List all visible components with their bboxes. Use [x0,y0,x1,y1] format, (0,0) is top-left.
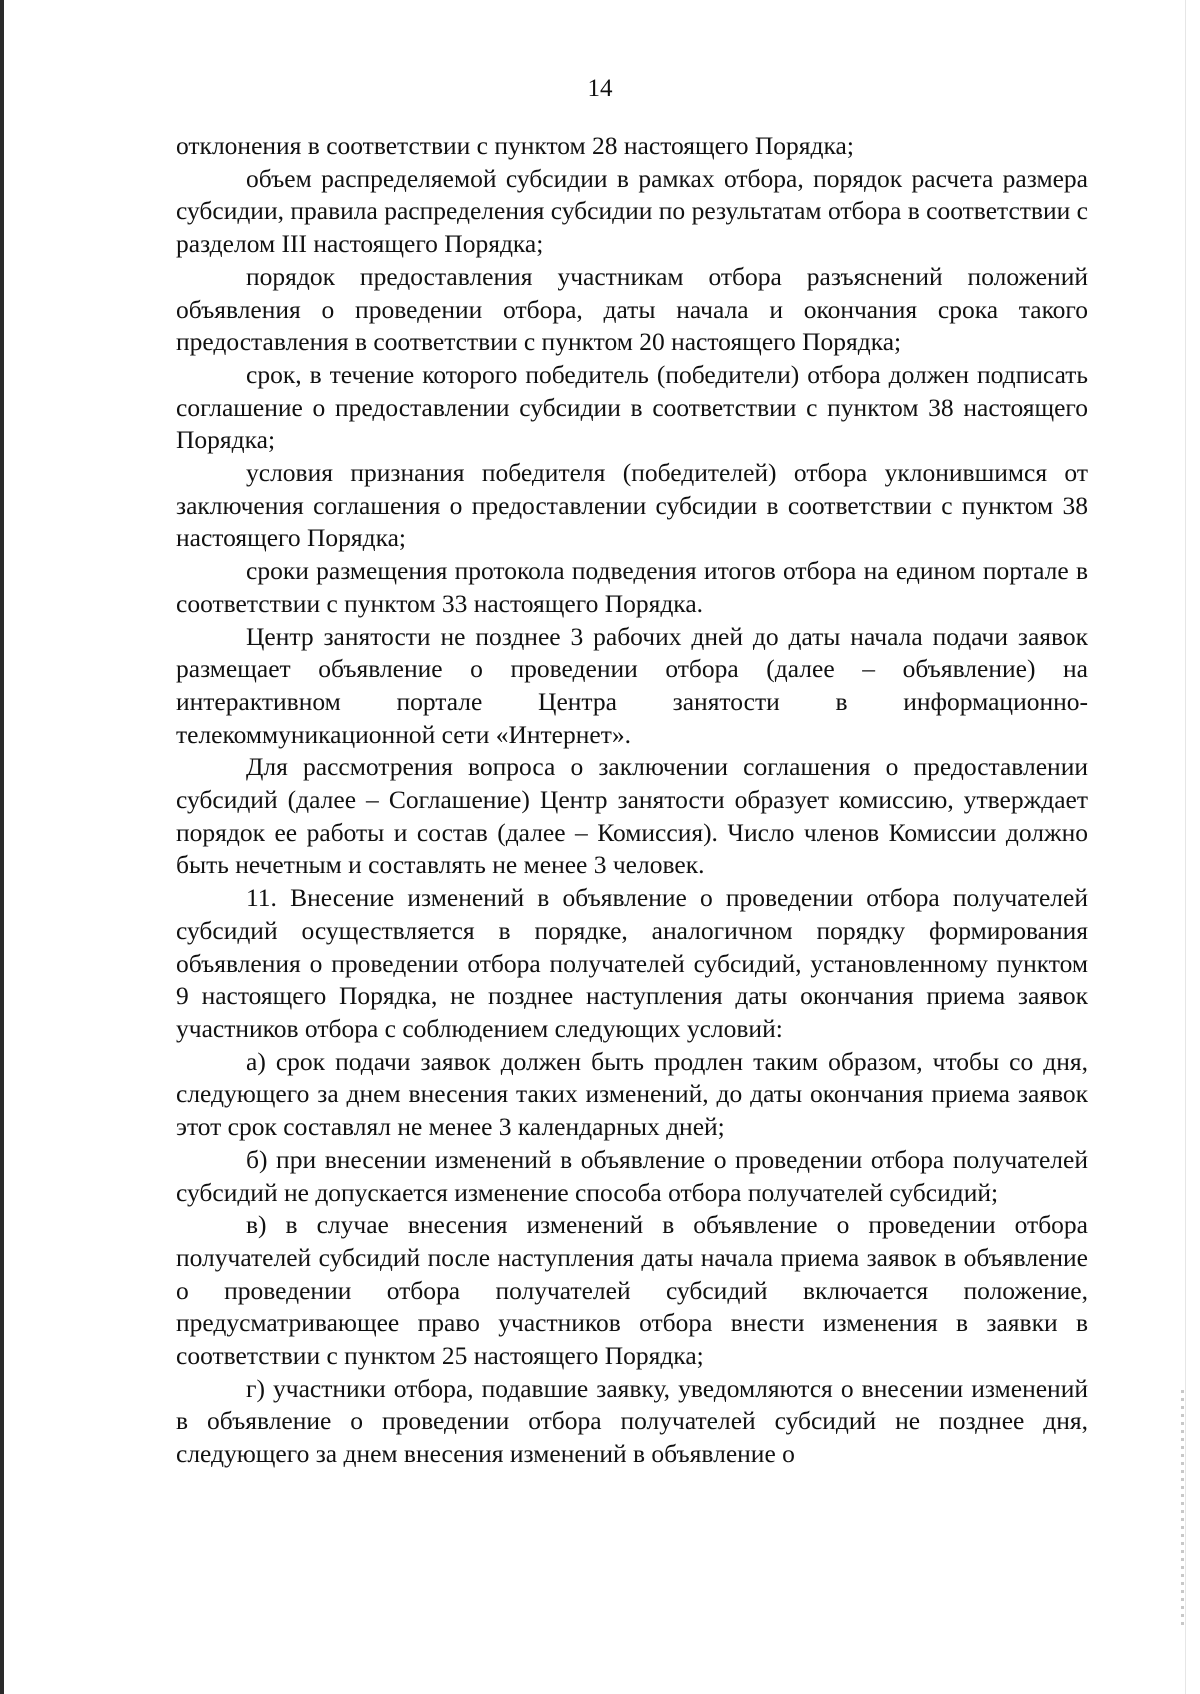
scan-marks [1181,1390,1184,1630]
document-body [176,130,1088,1471]
paragraph: а) срок подачи заявок должен быть продлен таким образом, чтобы со дня, следующего за днем внесения таких изменений, до даты окончания приема заявок этот срок составлял не менее 3 календарных дней; [176,1046,1088,1142]
paragraph: Центр занятости не позднее 3 рабочих дней до даты начала подачи заявок размещает объявление о проведении отбора (далее – объявление) на интерактивном портале Центра занятости в информационно-телекоммуникационной сети «Интернет». [176,621,1088,749]
scan-edge-right [1185,0,1200,1694]
paragraph: отклонения в соответствии с пунктом 28 настоящего Порядка; [176,131,854,160]
paragraph: сроки размещения протокола подведения итогов отбора на едином портале в соответствии с пунктом 33 настоящего Порядка. [176,556,1088,618]
paragraph: 11. Внесение изменений в объявление о проведении отбора получателей субсидий осуществляется в порядке, аналогичном порядку формирования объявления о проведении отбора получателей субсидий, установленному пунктом 9 настоящего Порядка, не позднее наступления даты окончания приема заявок участников отбора с соблюдением следующих условий: [176,883,1088,1043]
paragraph: г) участники отбора, подавшие заявку, уведомляются о внесении изменений в объявление о проведении отбора получателей субсидий не позднее дня, следующего за днем внесения изменений в объявление о [176,1373,1088,1469]
paragraph: б) при внесении изменений в объявление о проведении отбора получателей субсидий не допускается изменение способа отбора получателей субсидий; [176,1144,1088,1207]
paragraph: Для рассмотрения вопроса о заключении соглашения о предоставлении субсидий (далее – Соглашение) Центр занятости образует комиссию, утверждает порядок ее работы и состав (далее – Комиссия). Число членов Комиссии должно быть нечетным и составлять не менее 3 человек. [176,752,1088,880]
paragraph: срок, в течение которого победитель (победители) отбора должен подписать соглашение о предоставлении субсидии в соответствии с пунктом 38 настоящего Порядка; [176,359,1088,455]
scan-edge-left [0,0,4,1694]
paragraph: порядок предоставления участникам отбора разъяснений положений объявления о проведении отбора, даты начала и окончания срока такого предоставления в соответствии с пунктом 20 настоящего Порядка; [176,261,1088,357]
paragraph: объем распределяемой субсидии в рамках отбора, порядок расчета размера субсидии, правила распределения субсидии по результатам отбора в соответствии с разделом III настоящего Порядка; [176,163,1088,259]
paragraph: в) в случае внесения изменений в объявление о проведении отбора получателей субсидий после наступления даты начала приема заявок в объявление о проведении отбора получателей субсидий включается положение, предусматривающее право участников отбора внести изменения в заявки в соответствии с пунктом 25 настоящего Порядка; [176,1210,1088,1371]
paragraph: условия признания победителя (победителей) отбора уклонившимся от заключения соглашения о предоставлении субсидии в соответствии с пунктом 38 настоящего Порядка; [176,458,1088,553]
page-number: 14 [587,75,613,102]
